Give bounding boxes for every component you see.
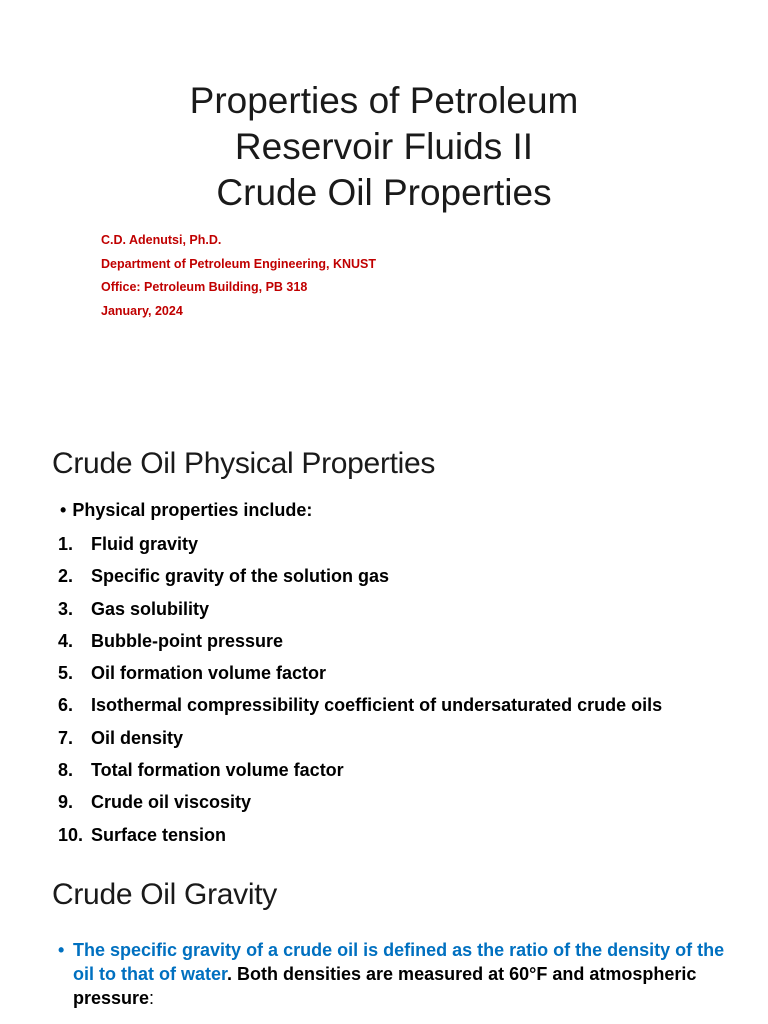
list-item: [58, 532, 662, 564]
list-text: Gas solubility: [91, 598, 210, 619]
title-slide: [0, 0, 768, 432]
bullet-intro-text: Physical properties include:: [72, 500, 313, 520]
definition-highlight: The specific gravity of a crude oil is defined as the ratio of the density of the oil to that of water: [73, 940, 725, 984]
list-number: 10.: [58, 824, 84, 845]
list-item: [58, 790, 662, 822]
bullet-icon: •: [60, 500, 67, 520]
bullet-icon: •: [58, 940, 65, 960]
gravity-definition: [58, 938, 728, 1010]
list-number: 1.: [58, 534, 74, 554]
list-number: 4.: [58, 630, 74, 651]
list-item: [58, 693, 662, 725]
list-text: Bubble-point pressure: [91, 630, 284, 651]
list-number: 5.: [58, 663, 74, 684]
list-text: Total formation volume factor: [91, 760, 344, 781]
definition-end: :: [149, 988, 155, 1008]
slide-heading: Crude Oil Gravity: [52, 878, 277, 911]
list-text: Crude oil viscosity: [91, 792, 252, 813]
title-line: Crude Oil Properties: [216, 172, 552, 213]
physical-properties-slide: [0, 432, 768, 864]
presentation-date: January, 2024: [101, 303, 183, 318]
author-department: Department of Petroleum Engineering, KNUST: [101, 256, 377, 271]
bullet-intro: [60, 500, 312, 521]
list-item: [58, 629, 662, 661]
list-item: [58, 597, 662, 629]
list-item: [58, 823, 662, 855]
list-text: Fluid gravity: [91, 534, 199, 554]
author-info: [101, 229, 376, 323]
list-number: 7.: [58, 727, 74, 748]
properties-list: [58, 532, 662, 855]
list-item: [58, 758, 662, 790]
title-line: Properties of Petroleum: [189, 80, 579, 121]
list-text: Isothermal compressibility coefficient of undersaturated crude oils: [91, 695, 663, 716]
list-item: [58, 661, 662, 693]
author-office: Office: Petroleum Building, PB 318: [101, 280, 308, 294]
list-text: Surface tension: [91, 824, 227, 845]
list-text: Specific gravity of the solution gas: [91, 566, 390, 587]
crude-oil-gravity-slide: [0, 864, 768, 1024]
slide-title: [0, 78, 768, 216]
list-item: [58, 564, 662, 596]
definition-rest: . Both densities are measured at 60°F and atmospheric pressure: [73, 964, 697, 1008]
author-name: C.D. Adenutsi, Ph.D.: [101, 233, 222, 247]
list-item: [58, 726, 662, 758]
definition-text: [73, 938, 728, 1010]
slide-heading: Crude Oil Physical Properties: [52, 447, 436, 480]
list-number: 6.: [58, 695, 74, 716]
list-number: 3.: [58, 598, 74, 619]
list-number: 9.: [58, 792, 74, 813]
list-number: 8.: [58, 760, 74, 781]
list-number: 2.: [58, 566, 74, 587]
title-line: Reservoir Fluids II: [234, 126, 534, 167]
list-text: Oil formation volume factor: [91, 663, 327, 684]
list-text: Oil density: [91, 727, 184, 748]
